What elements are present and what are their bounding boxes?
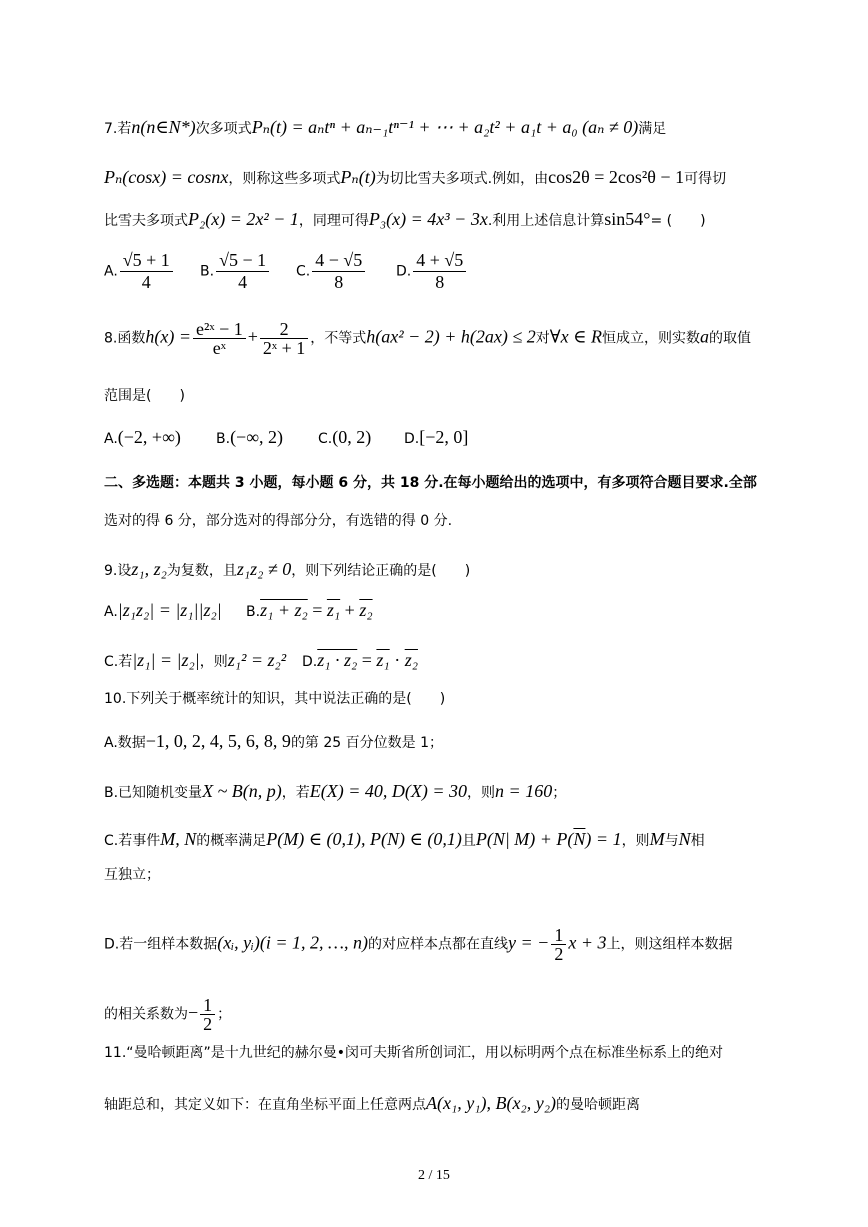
q8-text: 8.函数 xyxy=(104,330,146,347)
q8-line1 xyxy=(104,320,751,357)
q7-math: Pₙ(t) = aₙtⁿ + aₙ₋₁tⁿ⁻¹ + ⋯ + a₂t² + a₁t + a₀ (aₙ ≠ 0) xyxy=(251,117,639,137)
q7-text: 7.若 xyxy=(104,121,132,137)
option-label: D. xyxy=(302,654,318,670)
q9-option-c xyxy=(104,650,286,671)
option-math: |z₁| = |z₂| xyxy=(132,650,200,670)
q8-option-b xyxy=(216,427,283,448)
q11-line2: 轴距总和，其定义如下：在直角坐标平面上任意两点A(x₁, y₁), B(x₂, y₂)的曼哈顿距离 xyxy=(104,1093,640,1113)
page-number: 2 / 15 xyxy=(418,1168,450,1183)
q8-math: ∀x ∈ R xyxy=(549,326,602,347)
option-label: B. xyxy=(246,604,261,620)
q7-math: Pₙ(t) xyxy=(340,167,376,187)
option-label: B. xyxy=(200,263,215,280)
option-text: ，则 xyxy=(199,654,228,670)
option-value: [−2, 0] xyxy=(419,427,469,447)
q9-text: ，则下列结论正确的是( ) xyxy=(291,563,471,579)
option-label: D. xyxy=(404,431,420,447)
q10-option-a: A.数据−1, 0, 2, 4, 5, 6, 8, 9的第 25 百分位数是 1； xyxy=(104,731,444,751)
q7-line1 xyxy=(104,118,666,136)
option-math: E(X) = 40, D(X) = 30 xyxy=(309,781,468,801)
option-fraction: $\frac{4 - √5}{8}$ xyxy=(312,250,365,293)
q7-text: .利用上述信息计算 xyxy=(487,213,605,229)
q9-math: z₁, z₂ xyxy=(131,559,167,579)
option-value: (0, 2) xyxy=(332,427,372,447)
q7-option-d xyxy=(396,250,468,293)
q7-text: 可得切 xyxy=(684,171,727,187)
q9-stem xyxy=(104,560,470,578)
q9-option-a xyxy=(104,600,222,621)
option-fraction: $\frac{4 + √5}{8}$ xyxy=(413,250,466,293)
q7-text: 满足 xyxy=(638,121,667,137)
q7-text: ，则称这些多项式 xyxy=(228,171,341,187)
q7-math: sin54° xyxy=(604,209,651,229)
q7-math: P₃(x) = 4x³ − 3x xyxy=(368,209,488,229)
q10-option-d: D.若一组样本数据(xᵢ, yᵢ)(i = 1, 2, …, n)的对应样本点都在直线y = − $\frac{1}{2}$ x + 3上，则这组样本数据 xyxy=(104,925,733,964)
q8-text: 范围是( ) xyxy=(104,388,185,404)
option-label: D. xyxy=(396,263,412,280)
option-fraction: $\frac{1}{2}$ xyxy=(551,926,566,963)
q9-math: z₁z₂ ≠ 0 xyxy=(236,559,292,579)
option-math: X ~ B(n, p) xyxy=(202,781,282,801)
option-label: C. xyxy=(318,431,333,447)
option-math: y = − xyxy=(508,932,550,953)
q8-fraction: $\frac{2}{\text{2ˣ + 1}}$ xyxy=(260,320,308,357)
q7-math: n(n∈N*) xyxy=(131,117,196,137)
q8-text: 的取值 xyxy=(708,330,751,347)
option-math: − xyxy=(188,1002,199,1023)
q11-line1: 11.“曼哈顿距离”是十九世纪的赫尔曼•闵可夫斯省所创词汇，用以标明两个点在标准坐标系上的绝对 xyxy=(104,1045,724,1061)
q8-option-c xyxy=(318,427,371,448)
option-math: z₁ xyxy=(376,650,390,670)
q7-math: Pₙ(cosx) = cosnx xyxy=(104,167,229,187)
option-value: (−∞, 2) xyxy=(230,427,284,447)
q8-math: h(ax² − 2) + h(2ax) ≤ 2 xyxy=(366,326,536,347)
option-math: M, N xyxy=(160,829,197,849)
q7-text: = ( ) xyxy=(650,213,706,229)
option-math: z₁ + z₂ xyxy=(260,600,308,620)
q8-line2 xyxy=(104,389,185,403)
q7-text: ，同理可得 xyxy=(298,213,369,229)
q8-math: h(x) = xyxy=(145,326,191,347)
option-math: z₁ · z₂ xyxy=(317,650,358,670)
q7-text: 比雪夫多项式 xyxy=(104,213,188,229)
q10-option-b: B.已知随机变量X ~ B(n, p)，若E(X) = 40, D(X) = 30，则n = 160； xyxy=(104,781,567,801)
option-math: ) = 1 xyxy=(585,829,622,849)
option-label: A. xyxy=(104,263,118,280)
q11-math: A(x₁, y₁), B(x₂, y₂) xyxy=(426,1093,556,1113)
option-fraction: $\frac{√5 - 1}{4}$ xyxy=(216,250,269,293)
option-math: z₁ xyxy=(326,600,341,620)
q10-option-c: C.若事件M, N的概率满足P(M) ∈ (0,1), P(N) ∈ (0,1)且P(N| $M) + P(\overline{N}) = 1$，则M与N相 xyxy=(104,829,705,849)
option-math: z₂ xyxy=(404,650,418,670)
q7-option-c xyxy=(296,250,367,293)
q9-text: 9.设 xyxy=(104,563,132,579)
option-math: |z₁z₂| = |z₁||z₂| xyxy=(117,600,222,620)
q8-math: a xyxy=(699,326,709,347)
q8-text: 对 xyxy=(535,330,550,347)
q8-text: 恒成立，则实数 xyxy=(601,330,700,347)
option-fraction: $\frac{√5 + 1}{4}$ xyxy=(120,250,173,293)
option-fraction: $\frac{1}{2}$ xyxy=(200,996,215,1033)
q10-option-c-cont: 互独立； xyxy=(104,867,160,883)
option-math: n = 160 xyxy=(495,781,553,801)
option-math: P(N| M) + P( xyxy=(475,829,574,849)
q7-option-b xyxy=(200,250,271,293)
option-math: M xyxy=(649,829,665,849)
q8-fraction: $\frac{\text{e²ˣ − 1}}{\text{eˣ}}$ xyxy=(193,320,246,357)
q8-option-a xyxy=(104,427,181,448)
option-math: z₁² = z₂² xyxy=(227,650,287,670)
q10-option-d-cont: 的相关系数为− $\frac{1}{2}$ ； xyxy=(104,995,232,1034)
q7-math: P₂(x) = 2x² − 1 xyxy=(188,209,299,229)
option-math: x + 3 xyxy=(568,932,607,953)
option-label: C.若 xyxy=(104,654,133,670)
option-math: P(M) ∈ (0,1), P(N) ∈ (0,1) xyxy=(266,829,462,849)
option-label: C. xyxy=(296,263,311,280)
q7-text: 次多项式 xyxy=(195,121,252,137)
q9-text: 为复数，且 xyxy=(166,563,237,579)
option-value: (−2, +∞) xyxy=(117,427,181,447)
q9-option-b: B.z₁ + z₂ = z₁ + z₂ xyxy=(246,600,373,620)
section-heading-cont: 选对的得 6 分，部分选对的得部分分，有选错的得 0 分. xyxy=(104,513,453,529)
q8-math: + xyxy=(247,326,258,347)
q7-option-a xyxy=(104,250,175,293)
q10-stem: 10.下列关于概率统计的知识，其中说法正确的是( ) xyxy=(104,691,446,707)
option-math: $\overline{N}$ xyxy=(573,829,586,849)
option-label: A. xyxy=(104,604,118,620)
q7-math: cos2θ = 2cos²θ − 1 xyxy=(548,167,685,187)
option-math: −1, 0, 2, 4, 5, 6, 8, 9 xyxy=(145,731,291,751)
q8-text: ，不等式 xyxy=(310,330,367,347)
q9-option-d: D.z₁ · z₂ = z₁ · z₂ xyxy=(302,650,418,670)
q7-line3 xyxy=(104,210,706,228)
option-math: z₂ xyxy=(359,600,373,620)
q8-option-d xyxy=(404,427,468,448)
option-label: B. xyxy=(216,431,231,447)
option-math: N xyxy=(678,829,691,849)
q7-text: 为切比雪夫多项式.例如，由 xyxy=(375,171,549,187)
option-math: (xᵢ, yᵢ)(i = 1, 2, …, n) xyxy=(217,932,369,953)
section-heading: 二、多选题：本题共 3 小题，每小题 6 分，共 18 分.在每小题给出的选项中，有多项符合题目要求.全部 xyxy=(104,475,757,491)
option-label: A. xyxy=(104,431,118,447)
q7-line2 xyxy=(104,168,726,186)
